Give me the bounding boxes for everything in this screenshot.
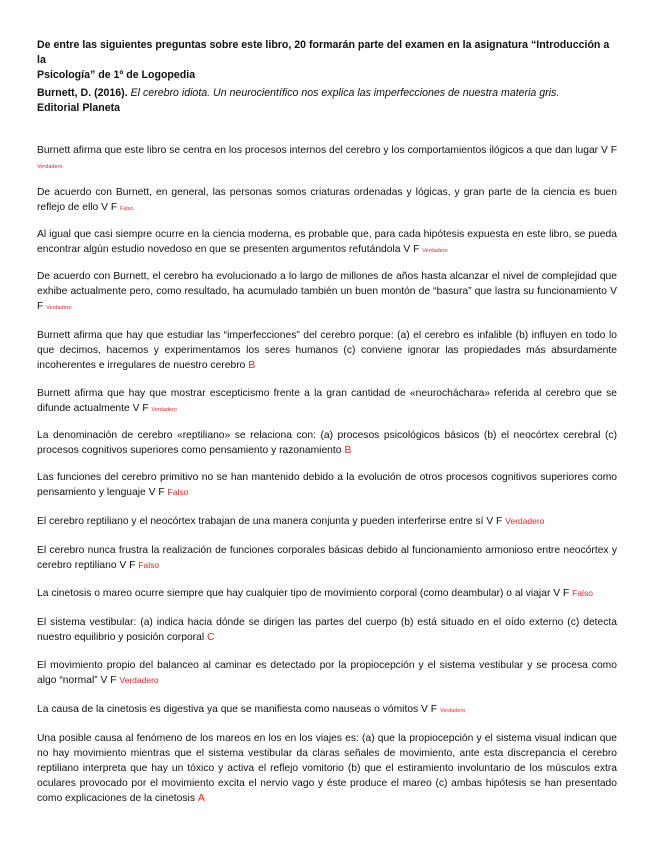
question-3: [37, 227, 617, 259]
answer-mark: Falso: [167, 487, 189, 497]
question-text: El cerebro reptiliano y el neocórtex trabajan de una manera conjunta y pueden interferirse entre sí V F: [37, 516, 503, 527]
question-9: [37, 514, 617, 529]
page-header: [37, 38, 617, 83]
question-text: El cerebro nunca frustra la realización de funciones corporales básicas debido al funcionamiento armonioso entre neocórtex y cerebro reptiliano V F: [37, 545, 617, 571]
answer-mark: Verdadero: [46, 305, 72, 311]
answer-mark: B: [248, 359, 256, 371]
question-text: Las funciones del cerebro primitivo no se han mantenido debido a la evolución de otros procesos cognitivos superiores como pensamiento y lenguaje V F: [37, 472, 617, 498]
question-14: [37, 702, 617, 719]
answer-mark: A: [197, 792, 205, 804]
reference-title: El cerebro idiota. Un neurocientífico nos explica las imperfecciones de nuestra materia gris.: [130, 87, 560, 99]
question-4: [37, 269, 617, 316]
question-11: [37, 586, 617, 601]
answer-mark: Verdadero: [422, 248, 448, 254]
question-text: La causa de la cinetosis es digestiva ya que se manifiesta como nauseas o vómitos V F: [37, 704, 438, 715]
question-15: [37, 731, 617, 806]
answer-mark: Verdadero: [439, 708, 466, 714]
question-text: La denominación de cerebro «reptiliano» se relaciona con: (a) procesos psicológicos básicos (b) el neocórtex cerebral (c) procesos cognitivos superiores como pensamiento y razonamiento: [37, 430, 617, 456]
question-text: De acuerdo con Burnett, en general, las personas somos criaturas ordenadas y lógicas, y gran parte de la ciencia es buen reflejo de ello V F: [37, 187, 617, 213]
question-1: [37, 143, 617, 175]
answer-mark: Falso: [572, 588, 593, 598]
header-line-1: De entre las siguientes preguntas sobre este libro, 20 formarán parte del examen en la asignatura “Introducción a la: [37, 39, 610, 66]
answer-mark: Falso: [120, 206, 134, 212]
question-12: [37, 615, 617, 645]
question-7: [37, 428, 617, 458]
answer-mark: Verdadero: [37, 164, 63, 170]
book-reference: [37, 86, 617, 116]
question-text: El movimiento propio del balanceo al caminar es detectado por la propiocepción y el sistema vestibular y se procesa como algo “normal” V F: [37, 660, 617, 686]
question-6: [37, 386, 617, 418]
answer-mark: C: [207, 631, 215, 643]
reference-authors: Burnett, D. (2016).: [37, 87, 128, 99]
question-text: La cinetosis o mareo ocurre siempre que hay cualquier tipo de movimiento corporal (como deambular) o al viajar V F: [37, 588, 570, 599]
question-13: [37, 658, 617, 688]
question-10: [37, 543, 617, 573]
question-text: El sistema vestibular: (a) indica hacia dónde se dirigen las partes del cuerpo (b) está situado en el oído externo (c) detecta nuestro equilibrio y posición corporal: [37, 617, 617, 643]
question-text: Al igual que casi siempre ocurre en la ciencia moderna, es probable que, para cada hipótesis expuesta en este libro, se pueda encontrar algún estudio novedoso en que se presenten argumentos refutándola V F: [37, 229, 617, 255]
question-2: [37, 185, 617, 217]
reference-publisher: Editorial Planeta: [37, 102, 121, 114]
question-8: [37, 470, 617, 500]
question-text: Burnett afirma que hay que estudiar las “imperfecciones” del cerebro porque: (a) el cerebro es infalible (b) influyen en todo lo que decimos, hacemos y experimentamos los seres humanos (c) conviene ignorar las propiedades más absurdamente incoherentes e irregulares de nuestro cerebro: [37, 330, 617, 371]
question-text: De acuerdo con Burnett, el cerebro ha evolucionado a lo largo de millones de años hasta alcanzar el nivel de complejidad que exhibe actualmente pero, como resultado, ha acumulado también un buen montón de “basura” que lastra su funcionamiento V F: [37, 271, 617, 312]
answer-mark: Verdadero: [151, 407, 177, 413]
question-5: [37, 328, 617, 373]
question-text: Una posible causa al fenómeno de los mareos en los en los viajes es: (a) que la propiocepción y el sistema visual indican que no hay movimiento mientras que el sistema vestibular da claras señales de movimiento, ante esta discrepancia el cerebro reptiliano interpreta que hay un tóxico y activa el reflejo vomitorio (b) que el estiramiento involuntario de los músculos extra oculares provocado por el movimiento excita el nervio vago y éste produce el mareo (c) ambas hipótesis se han presentado como explicaciones de la cinetosis: [37, 733, 617, 804]
answer-mark: B: [344, 444, 352, 456]
header-line-2: Psicología” de 1º de Logopedia: [37, 69, 196, 81]
answer-mark: Verdadero: [505, 516, 545, 526]
question-text: Burnett afirma que este libro se centra en los procesos internos del cerebro y los comportamientos ilógicos a que dan lugar V F: [37, 145, 617, 156]
answer-mark: Falso: [138, 560, 160, 570]
answer-mark: Verdadero: [119, 675, 159, 685]
question-text: Burnett afirma que hay que mostrar escepticismo frente a la gran cantidad de «neurocháchara» referida al cerebro que se difunde actualmente V F: [37, 388, 617, 414]
